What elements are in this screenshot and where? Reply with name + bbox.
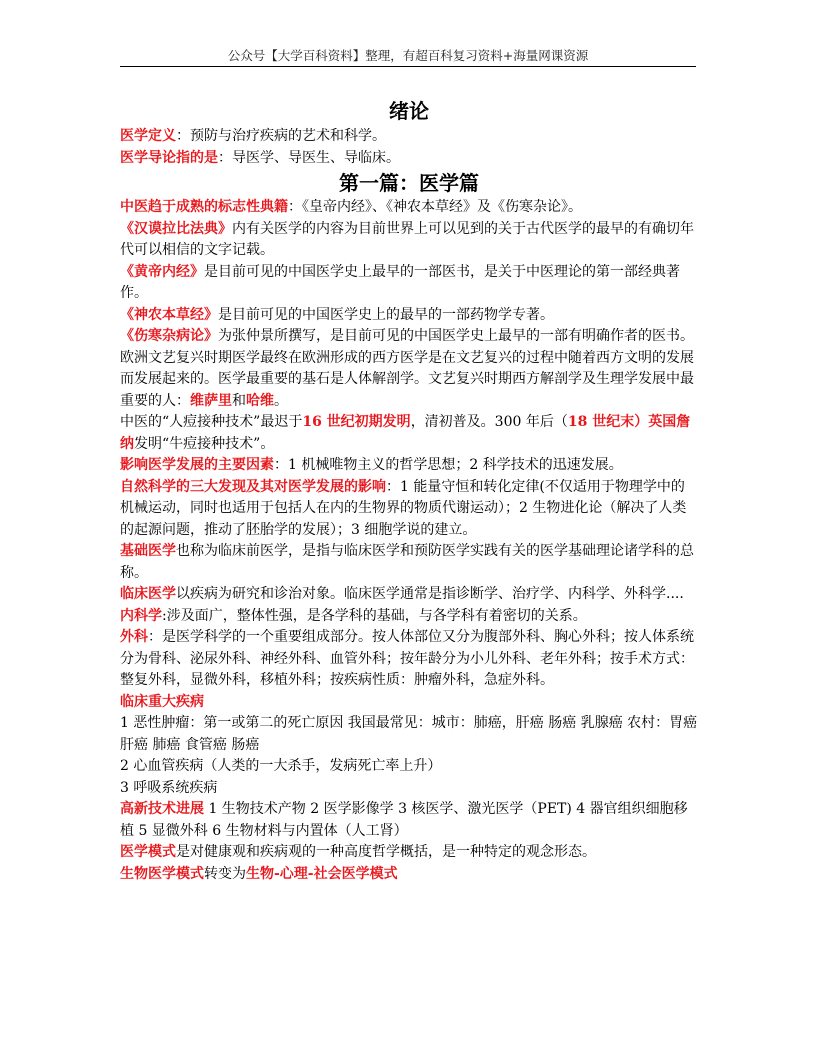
para-medicine-guide (120, 148, 698, 170)
term-label: 医学导论指的是 (120, 149, 218, 166)
page-header: 公众号【大学百科资料】整理，有超百科复习资料+海量网课资源 (227, 48, 589, 63)
term-label: 16 世纪初期发明 (302, 414, 411, 430)
para-surgery (120, 627, 698, 692)
term-label: 《汉谟拉比法典》 (120, 220, 232, 237)
para-smallpox (120, 412, 698, 455)
term-text: ：预防与治疗疾病的艺术和科学。 (176, 128, 386, 144)
term-text: 也称为临床前医学，是指与临床医学和预防医学实践有关的医学基础理论诸学科的总称。 (120, 543, 694, 581)
para-basic-medicine (120, 541, 698, 584)
para-factors (120, 455, 698, 477)
para-shanghan (120, 326, 698, 348)
term-text: 中医的“人痘接种技术”最迟于 (120, 414, 303, 430)
para-high-tech (120, 799, 698, 842)
term-label: 《黄帝内经》 (120, 263, 204, 280)
term-label: 生物医学模式 (120, 865, 204, 882)
term-text: ：导医学、导医生、导临床。 (218, 149, 400, 166)
term-text: 转变为 (204, 865, 246, 882)
header-rule (120, 66, 696, 67)
term-text: 。 (274, 392, 288, 409)
term-label: 哈维 (246, 392, 274, 409)
para-medicine-definition (120, 126, 698, 148)
section-title: 第一篇：医学篇 (339, 171, 479, 195)
para-huangdi (120, 262, 698, 305)
term-label: 18 世纪末）英国詹纳 (120, 414, 691, 452)
term-text: 为张仲景所撰写，是目前可见的中国医学史上最早的一部有明确作者的医书。 (218, 328, 694, 344)
para-internal-medicine (120, 606, 698, 628)
term-label: 生物-心理-社会医学模式 (246, 865, 398, 882)
term-text: 和 (232, 392, 246, 409)
term-label: 医学模式 (120, 844, 176, 860)
term-label: 影响医学发展的主要因素 (120, 457, 274, 473)
term-text: 发明“牛痘接种技术”。 (134, 435, 275, 452)
term-label: 自然科学的三大发现及其对医学发展的影响 (120, 478, 386, 495)
para-hammurabi (120, 219, 698, 262)
para-major-disease-2: 2 心血管疾病（人类的一大杀手，发病死亡率上升） (120, 758, 442, 774)
para-clinical-medicine (120, 584, 698, 606)
term-text: :涉及面广，整体性强，是各学科的基础，与各学科有着密切的关系。 (162, 607, 587, 624)
para-major-diseases-title (120, 692, 698, 714)
term-text: 是目前可见的中国医学史上最早的一部医书，是关于中医理论的第一部经典著作。 (120, 263, 680, 301)
term-text: ：1 机械唯物主义的哲学思想；2 科学技术的迅速发展。 (274, 457, 623, 473)
term-text: 是目前可见的中国医学史上的最早的一部药物学专著。 (218, 306, 554, 323)
term-label: 《神农本草经》 (120, 306, 218, 323)
term-label: 维萨里 (190, 392, 232, 409)
term-label: 临床医学 (120, 586, 176, 602)
term-label: 基础医学 (120, 543, 176, 559)
term-text: ：《皇帝内经》、《神农本草经》及《伤寒杂论》。 (288, 199, 582, 215)
para-major-disease-3: 3 呼吸系统疾病 (120, 779, 218, 796)
term-text: 是对健康观和疾病观的一种高度哲学概括，是一种特定的观念形态。 (176, 844, 596, 860)
para-model-shift (120, 864, 698, 886)
para-three-discoveries (120, 477, 698, 542)
term-label: 临床重大疾病 (120, 693, 204, 710)
para-renaissance (120, 348, 698, 413)
term-label: 中医趋于成熟的标志性典籍 (120, 199, 288, 215)
term-label: 医学定义 (120, 128, 176, 144)
term-text: ：1 能量守恒和转化定律(不仅适用于物理学中的机械运动，同时也适用于包括人在内的生物界的物质代谢运动）；2 生物进化论（解决了人类的起源问题，推动了胚胎学的发展）；3 细胞学说的建立。 (120, 478, 687, 538)
para-major-disease-1: 1 恶性肿瘤：第一或第二的死亡原因 我国最常见：城市：肺癌，肝癌 肠癌 乳腺癌 农村：胃癌 肝癌 肺癌 食管癌 肠癌 (120, 715, 698, 753)
term-text: ：是医学科学的一个重要组成部分。按人体部位又分为腹部外科、胸心外科；按人体系统分为骨科、泌尿外科、神经外科、血管外科；按年龄分为小儿外科、老年外科；按手术方式：整复外科，显微外科，移植外科；按疾病性质：肿瘤外科，急症外科。 (120, 629, 694, 688)
term-label: 内科学 (120, 607, 162, 624)
para-tcm-classics (120, 197, 698, 219)
para-shennong (120, 305, 698, 327)
para-medical-model (120, 842, 698, 864)
term-text: 以疾病为研究和诊治对象。临床医学通常是指诊断学、治疗学、内科学、外科学.... (176, 586, 684, 602)
term-label: 《伤寒杂病论》 (120, 328, 218, 344)
term-text: ，清初普及。300 年后（ (410, 414, 568, 430)
page-title: 绪论 (389, 99, 429, 123)
term-text: 1 生物技术产物 2 医学影像学 3 核医学、激光医学（PET) 4 器官组织细胞移植 5 显微外科 6 生物材料与内置体（人工肾） (120, 801, 688, 839)
term-text: 内有关医学的内容为目前世界上可以见到的关于古代医学的最早的有确切年代可以相信的文字记载。 (120, 220, 694, 258)
term-text: 欧洲文艺复兴时期医学最终在欧洲形成的西方医学是在文艺复兴的过程中随着西方文明的发展而发展起来的。医学最重要的基石是人体解剖学。文艺复兴时期西方解剖学及生理学发展中最重要的人： (120, 349, 694, 409)
term-label: 外科 (120, 629, 148, 645)
document-body (120, 96, 698, 885)
term-label: 高新技术进展 (120, 801, 204, 817)
